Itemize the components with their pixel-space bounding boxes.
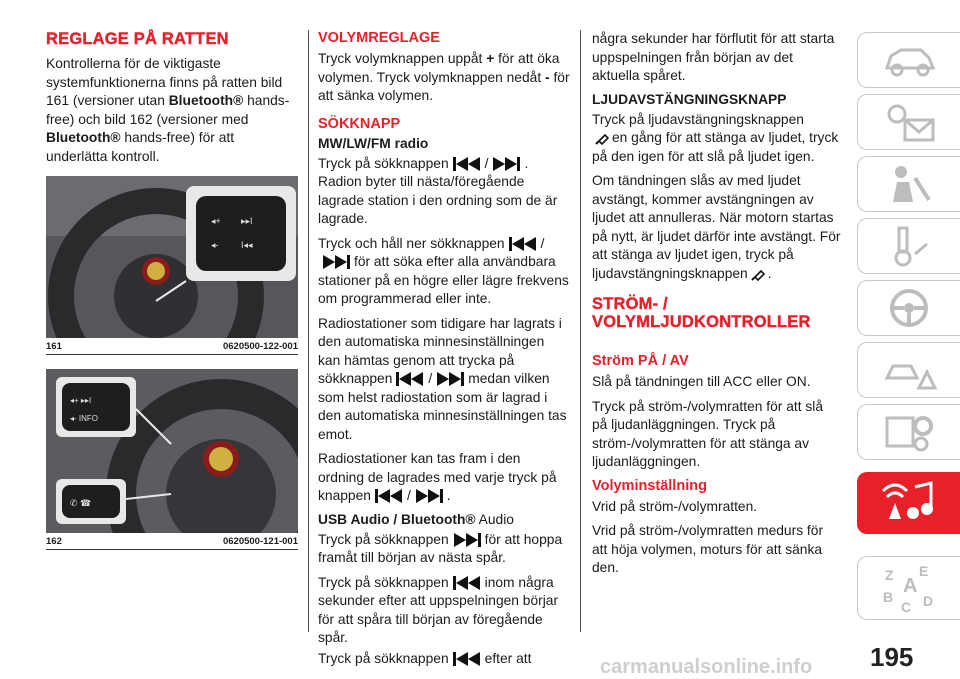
seek-back-icon [507, 237, 539, 251]
seek-forward-icon [434, 372, 466, 386]
column-2 [318, 30, 570, 674]
radio-paragraph-3: Radiostationer som tidigare har lagrats i den automatiska minnesinställningen kan hämtas genom att trycka på sökknappen / medan vilken som helst radiostation som är lagrad i den automatiska minnesinställningen tas emot. [318, 315, 567, 442]
radio-paragraph-1: Tryck på sökknappen / . Radion byter till nästa/föregående lagrade station i den ordning som de är lagrade. [318, 155, 558, 226]
tab-multimedia[interactable] [857, 472, 960, 534]
seek-forward-icon [320, 255, 352, 269]
volym-paragraph: Tryck volymknappen uppåt + för att öka volymen. Tryck volymknappen nedåt - för att sänka volymen. [318, 51, 570, 103]
usb-paragraph-2: Tryck på sökknappen inom några sekunder efter att uppspelningen börjar för att spåra till början av föregående spår. [318, 574, 559, 645]
vol-paragraph-1: Vrid på ström-/volymratten. [592, 498, 758, 514]
tab-breakdown[interactable] [857, 342, 960, 398]
seek-back-icon [451, 157, 483, 171]
ljud-paragraph-2: Om tändningen slås av med ljudet avstängt, kommer avstängningen av ljudet att annulleras. När motorn startas på nytt, är ljudet därför inte avstängt. För att stänga av ljudet igen, tryck på ljudavstängningsknappen . [592, 173, 841, 281]
heading-volyminstallning: Volyminställning [592, 477, 707, 494]
svg-text:◂+: ◂+ [211, 216, 221, 226]
seek-forward-icon [413, 489, 445, 503]
section-title-reglage: REGLAGE PÅ RATTEN [46, 30, 229, 48]
svg-text:◂-: ◂- [211, 240, 219, 250]
tab-maintenance[interactable] [857, 404, 960, 460]
seek-back-icon [451, 652, 483, 666]
svg-text:E: E [919, 563, 929, 579]
alphabetical-index-icon [879, 562, 939, 614]
figure-162-caption: 162 0620500-121-001 [46, 533, 298, 550]
svg-text:✆ ☎: ✆ ☎ [70, 498, 92, 508]
heading-strom-pa-av: Ström PÅ / AV [592, 353, 689, 369]
vol-paragraph-2: Vrid på ström-/volymratten medurs för att höja volymen, moturs för att sänka den. [592, 523, 824, 575]
tab-car[interactable] [857, 32, 960, 88]
heading-radio: MW/LW/FM radio [318, 135, 429, 151]
column-1 [46, 30, 298, 564]
continued-paragraph: några sekunder har förflutit för att starta uppspelningen från början av det aktuella spåret. [592, 31, 835, 83]
seek-back-icon [394, 372, 426, 386]
svg-text:▸▸I: ▸▸I [241, 216, 253, 226]
seek-forward-icon [451, 533, 483, 547]
page-number: 195 [870, 642, 914, 672]
breakdown-icon [881, 348, 937, 392]
pa-paragraph-1: Slå på tändningen till ACC eller ON. [592, 374, 811, 389]
heading-ljudavstangning: LJUDAVSTÄNGNINGSKNAPP [592, 91, 787, 107]
car-icon [881, 40, 937, 80]
svg-text:◂- INFO: ◂- INFO [70, 414, 99, 423]
figure-161-image [46, 176, 298, 338]
multimedia-icon [879, 479, 939, 527]
seek-back-icon [373, 489, 405, 503]
figure-161-caption: 161 0620500-122-001 [46, 338, 298, 355]
usb-paragraph-3: Tryck på sökknappen efter att [318, 650, 532, 666]
svg-text:I◂◂: I◂◂ [241, 240, 253, 250]
tab-safety[interactable] [857, 156, 960, 212]
pa-paragraph-2: Tryck på ström-/volymratten för att slå på ljudanläggningen. Tryck på ström-/volymratten för att stänga av ljudanläggningen. [592, 398, 824, 469]
svg-text:A: A [903, 575, 918, 597]
tab-ignition-key[interactable] [857, 218, 960, 274]
ignition-key-icon [881, 224, 937, 268]
column-3 [592, 30, 842, 584]
mute-icon [750, 266, 766, 282]
seek-back-icon [451, 576, 483, 590]
ljud-paragraph-1: Tryck på ljudavstängningsknappen en gång för att stänga av ljudet, tryck på den igen för att slå på ljudet igen. [592, 111, 839, 164]
svg-text:D: D [923, 593, 934, 609]
heading-sokknapp: SÖKKNAPP [318, 115, 401, 132]
watermark: carmanualsonline.info [600, 656, 813, 678]
svg-text:C: C [901, 599, 912, 614]
heading-usb-audio: USB Audio / Bluetooth® Audio [318, 511, 514, 527]
usb-paragraph-1: Tryck på sökknappen för att hoppa framåt till början av nästa spår. [318, 531, 563, 565]
tab-steering-wheel[interactable] [857, 280, 960, 336]
tab-warning-lights[interactable] [857, 94, 960, 150]
radio-paragraph-2: Tryck och håll ner sökknappen / för att söka efter alla användbara stationer på en högre eller lägre frekvens om programmerad eller inte. [318, 235, 569, 306]
heading-volymreglage: VOLYMREGLAGE [318, 30, 440, 46]
warning-lights-icon [881, 100, 937, 144]
tab-alphabetical-index[interactable] [857, 556, 960, 620]
safety-icon [881, 162, 937, 206]
maintenance-icon [881, 410, 937, 454]
steering-wheel-icon [881, 286, 937, 330]
seek-forward-icon [490, 157, 522, 171]
mute-icon [594, 130, 610, 146]
intro-paragraph: Kontrollerna för de viktigaste systemfunktionerna finns på ratten bild 161 (versioner utan Bluetooth® hands-free) och bild 162 (versioner med Bluetooth® hands-free) för att underlätta kontroll. [46, 56, 290, 164]
svg-text:B: B [883, 589, 894, 605]
radio-paragraph-4: Radiostationer kan tas fram i den ordning de lagrades med varje tryck på knappen / . [318, 451, 557, 503]
svg-text:◂+ ▸▸I: ◂+ ▸▸I [70, 396, 92, 405]
section-title-strom: STRÖM- / VOLYMLJUDKONTROLLER [592, 295, 811, 331]
figure-162-image [46, 369, 298, 533]
svg-text:Z: Z [885, 567, 894, 583]
